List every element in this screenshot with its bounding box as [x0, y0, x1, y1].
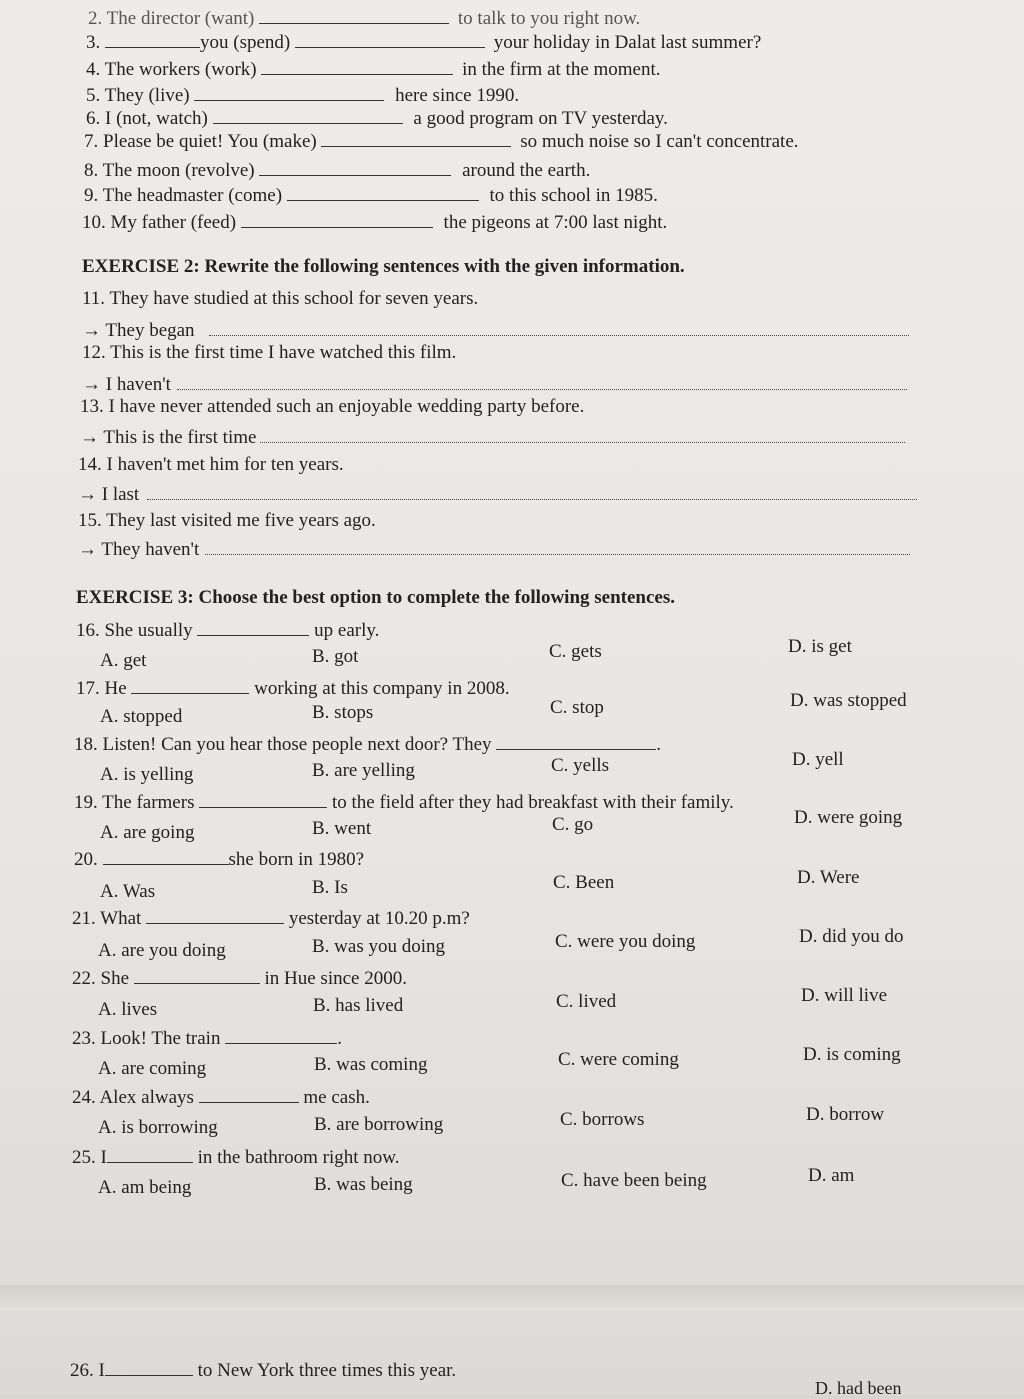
ex1-item-6: 6. I (not, watch) a good program on TV yesterday.	[86, 108, 668, 129]
option-c[interactable]: C. gets	[549, 641, 602, 662]
option-c[interactable]: C. Been	[553, 872, 615, 893]
answer-dotted-line[interactable]	[209, 321, 909, 336]
answer-blank[interactable]	[131, 679, 249, 694]
option-d[interactable]: D. borrow	[806, 1104, 885, 1125]
answer-blank[interactable]	[261, 60, 453, 75]
page-fold	[0, 1285, 1024, 1311]
option-a[interactable]: A. is borrowing	[98, 1117, 218, 1138]
ex1-item-5: 5. They (live) here since 1990.	[86, 85, 520, 106]
answer-blank[interactable]	[194, 86, 384, 101]
option-c[interactable]: C. lived	[556, 991, 617, 1012]
ex1-item-9: 9. The headmaster (come) to this school in 1985.	[84, 185, 658, 206]
option-a[interactable]: A. are going	[100, 822, 195, 843]
answer-blank[interactable]	[105, 33, 200, 48]
option-a[interactable]: A. is yelling	[100, 764, 194, 785]
ex2-answer-line: → This is the first time	[80, 427, 905, 449]
ex1-item-2: 2. The director (want) to talk to you right now.	[88, 8, 641, 29]
option-d[interactable]: D. yell	[792, 749, 844, 770]
ex2-question: 15. They last visited me five years ago.	[78, 510, 376, 531]
answer-blank[interactable]	[295, 33, 485, 48]
answer-dotted-line[interactable]	[205, 540, 910, 555]
ex2-question: 13. I have never attended such an enjoyable wedding party before.	[80, 396, 585, 417]
exercise-3-title: EXERCISE 3: Choose the best option to complete the following sentences.	[76, 587, 676, 608]
answer-dotted-line[interactable]	[147, 485, 917, 500]
option-d[interactable]: D. is coming	[803, 1044, 901, 1065]
option-d[interactable]: D. were going	[794, 807, 903, 828]
answer-blank[interactable]	[225, 1029, 337, 1044]
exercise-2-title: EXERCISE 2: Rewrite the following sentences with the given information.	[82, 256, 685, 277]
option-a[interactable]: A. get	[100, 650, 147, 671]
option-a[interactable]: A. lives	[98, 999, 158, 1020]
option-a[interactable]: A. am being	[98, 1177, 192, 1198]
answer-blank[interactable]	[496, 735, 656, 750]
ex1-item-10: 10. My father (feed) the pigeons at 7:00 last night.	[82, 212, 668, 233]
option-c[interactable]: C. were you doing	[555, 931, 696, 952]
answer-blank[interactable]	[105, 1361, 193, 1376]
ex2-question: 11. They have studied at this school for seven years.	[82, 288, 479, 309]
answer-blank[interactable]	[103, 850, 229, 865]
option-b[interactable]: B. has lived	[313, 995, 404, 1016]
ex3-question-25: 25. I in the bathroom right now.	[72, 1147, 400, 1168]
answer-blank[interactable]	[107, 1148, 193, 1163]
ex3-question-16: 16. She usually up early.	[76, 620, 380, 641]
ex3-question-24: 24. Alex always me cash.	[72, 1087, 370, 1108]
answer-blank[interactable]	[259, 9, 449, 24]
option-a[interactable]: A. Was	[100, 881, 156, 902]
ex3-question-20: 20. she born in 1980?	[74, 849, 365, 870]
option-d[interactable]: D. was stopped	[790, 690, 907, 711]
ex3-question-26: 26. I to New York three times this year.	[70, 1360, 457, 1381]
option-d[interactable]: D. had been	[815, 1378, 902, 1398]
option-b[interactable]: B. are borrowing	[314, 1114, 444, 1135]
option-d[interactable]: D. Were	[797, 867, 860, 888]
option-c[interactable]: C. yells	[551, 755, 610, 776]
ex1-item-4: 4. The workers (work) in the firm at the moment.	[86, 59, 661, 80]
ex2-answer-line: → They began	[82, 320, 909, 342]
option-a[interactable]: A. are coming	[98, 1058, 207, 1079]
option-a[interactable]: A. are you doing	[98, 940, 226, 961]
option-a[interactable]: A. stopped	[100, 706, 183, 727]
ex2-answer-line: → I last	[78, 484, 917, 506]
option-d[interactable]: D. did you do	[799, 926, 904, 947]
option-b[interactable]: B. are yelling	[312, 760, 415, 781]
ex2-question: 12. This is the first time I have watched this film.	[82, 342, 457, 363]
option-c[interactable]: C. were coming	[558, 1049, 679, 1070]
ex3-question-17: 17. He working at this company in 2008.	[76, 678, 510, 699]
answer-dotted-line[interactable]	[260, 428, 905, 443]
option-d[interactable]: D. am	[808, 1165, 855, 1186]
answer-blank[interactable]	[213, 109, 403, 124]
answer-blank[interactable]	[199, 1088, 299, 1103]
option-c[interactable]: C. have been being	[561, 1170, 707, 1191]
ex3-question-19: 19. The farmers to the field after they had breakfast with their family.	[74, 792, 734, 813]
ex3-question-23: 23. Look! The train .	[72, 1028, 342, 1049]
option-b[interactable]: B. was you doing	[312, 936, 445, 957]
option-b[interactable]: B. was being	[314, 1174, 413, 1195]
answer-dotted-line[interactable]	[177, 375, 907, 390]
ex2-answer-line: → They haven't	[78, 539, 910, 561]
ex1-item-7: 7. Please be quiet! You (make) so much noise so I can't concentrate.	[84, 131, 799, 152]
option-c[interactable]: C. go	[552, 814, 594, 835]
option-c[interactable]: C. borrows	[560, 1109, 645, 1130]
answer-blank[interactable]	[146, 909, 284, 924]
ex3-question-21: 21. What yesterday at 10.20 p.m?	[72, 908, 470, 929]
option-b[interactable]: B. stops	[312, 702, 374, 723]
option-d[interactable]: D. is get	[788, 636, 852, 657]
option-d[interactable]: D. will live	[801, 985, 888, 1006]
answer-blank[interactable]	[199, 793, 327, 808]
ex1-item-3: 3. you (spend) your holiday in Dalat last summer?	[86, 32, 762, 53]
ex1-item-8: 8. The moon (revolve) around the earth.	[84, 160, 591, 181]
ex3-question-22: 22. She in Hue since 2000.	[72, 968, 407, 989]
answer-blank[interactable]	[287, 186, 479, 201]
option-b[interactable]: B. got	[312, 646, 359, 667]
answer-blank[interactable]	[197, 621, 309, 636]
answer-blank[interactable]	[241, 213, 433, 228]
answer-blank[interactable]	[259, 161, 451, 176]
option-b[interactable]: B. was coming	[314, 1054, 428, 1075]
answer-blank[interactable]	[321, 132, 511, 147]
answer-blank[interactable]	[134, 969, 260, 984]
option-b[interactable]: B. Is	[312, 877, 348, 898]
ex2-question: 14. I haven't met him for ten years.	[78, 454, 344, 475]
option-c[interactable]: C. stop	[550, 697, 604, 718]
ex3-question-18: 18. Listen! Can you hear those people next door? They .	[74, 734, 662, 755]
option-b[interactable]: B. went	[312, 818, 372, 839]
ex2-answer-line: → I haven't	[82, 374, 907, 396]
